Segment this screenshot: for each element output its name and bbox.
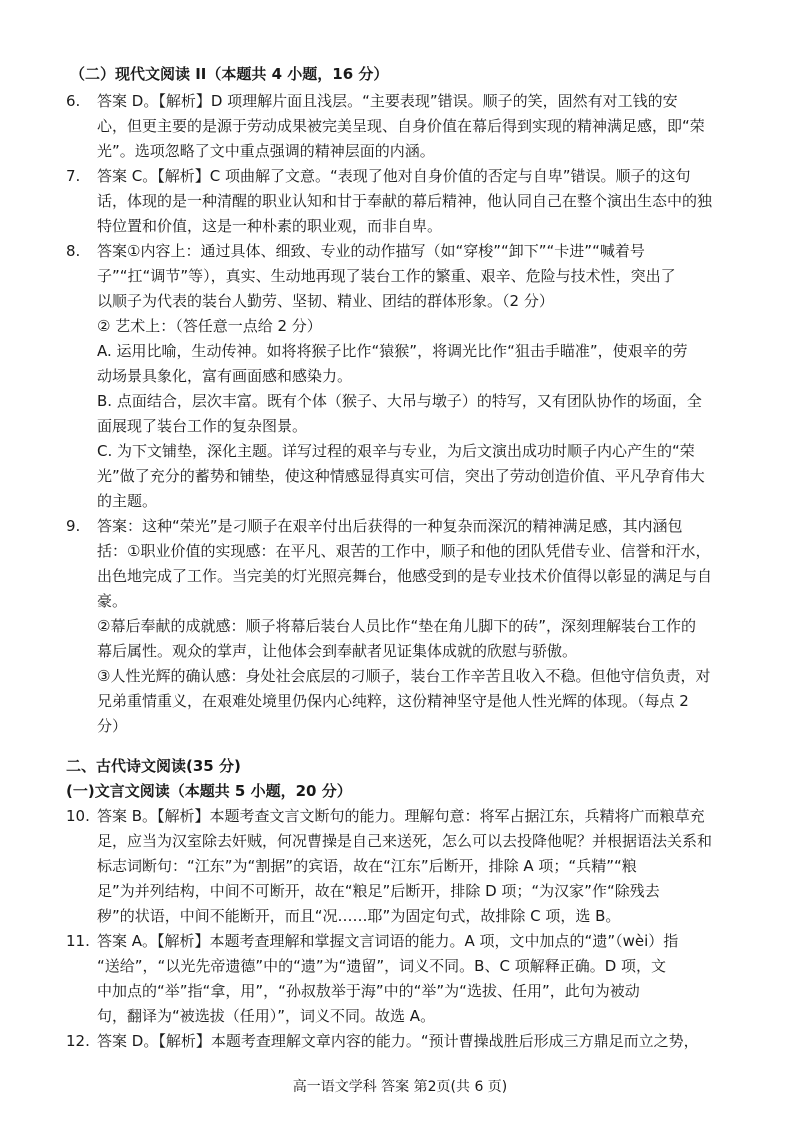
q7-line-3: 特位置和价值，这是一种朴素的职业观，而非自卑。 <box>97 217 443 235</box>
q9-line-7: ③人性光辉的确认感：身处社会底层的刁顺子，装台工作辛苦且收入不稳。但他守信负责，对 <box>97 667 711 685</box>
page-footer: 高一语文学科 答案 第2页(共 6 页) <box>292 1079 508 1095</box>
q9-line-9: 分） <box>97 717 128 735</box>
section-heading-ancient: 二、古代诗文阅读(35 分) <box>66 757 241 775</box>
q9-line-1: 答案：这种“荣光”是刁顺子在艰辛付出后获得的一种复杂而深沉的精神满足感，其内涵包 <box>97 517 683 535</box>
q9-line-5: ②幕后奉献的成就感：顺子将幕后装台人员比作“垫在角儿脚下的砖”，深刻理解装台工作的 <box>97 617 696 635</box>
subsection-heading-classical: (一)文言文阅读（本题共 5 小题，20 分） <box>66 782 352 800</box>
q9-line-4: 豪。 <box>97 592 128 610</box>
q11-line-3: 中加点的“举”指“拿，用”，“孙叔敖举于海”中的“举”为“选拔、任用”，此句为被动 <box>97 982 640 1000</box>
q8-line-11: 的主题。 <box>97 492 158 510</box>
q8-line-4: ② 艺术上：（答任意一点给 2 分） <box>97 317 322 335</box>
q8-line-2: 子”“扛“调节”等），真实、生动地再现了装台工作的繁重、艰辛、危险与技术性，突出了 <box>97 267 676 285</box>
q11-line-4: 句，翻译为“被选拔（任用）”，词义不同。故选 A。 <box>97 1007 436 1025</box>
q8-line-9: C. 为下文铺垫，深化主题。详写过程的艰辛与专业，为后文演出成功时顺子内心产生的“荣 <box>97 442 695 460</box>
question-number-9: 9. <box>66 517 81 535</box>
q7-line-2: 话，体现的是一种清醒的职业认知和甘于奉献的幕后精神，他认同自己在整个演出生态中的独 <box>97 192 713 210</box>
q9-line-6: 幕后属性。观众的掌声，让他体会到奉献者见证集体成就的欣慰与骄傲。 <box>97 642 578 660</box>
q9-line-3: 出色地完成了工作。当完美的灯光照亮舞台，他感受到的是专业技术价值得以彰显的满足与自 <box>97 567 713 585</box>
q8-line-8: 面展现了装台工作的复杂图景。 <box>97 417 308 435</box>
q10-line-4: 足”为并列结构，中间不可断开，故在“粮足”后断开，排除 D 项；“为汉家”作“除残去 <box>97 882 660 900</box>
q8-line-6: 动场景具象化，富有画面感和感染力。 <box>97 367 353 385</box>
q8-line-5: A. 运用比喻，生动传神。如将将猴子比作“猿猴”，将调光比作“狙击手瞄准”，使艰辛的劳 <box>97 342 688 360</box>
q6-line-2: 心，但更主要的是源于劳动成果被完美呈现、自身价值在幕后得到实现的精神满足感，即“荣 <box>97 117 705 135</box>
question-number-6: 6. <box>66 92 81 110</box>
q10-line-5: 秽”的状语，中间不能断开，而且“况……耶”为固定句式，故排除 C 项，选 B。 <box>97 907 621 925</box>
q12-line-1: 答案 D。【解析】本题考查理解文章内容的能力。“预计曹操战胜后形成三方鼎足而立之势， <box>97 1032 699 1050</box>
q9-line-8: 兄弟重情重义，在艰难处境里仍保内心纯粹，这份精神坚守是他人性光辉的体现。（每点 2 <box>97 692 689 710</box>
question-number-12: 12. <box>66 1032 90 1050</box>
q10-line-3: 标志词断句：“江东”为“割据”的宾语，故在“江东”后断开，排除 A 项；“兵精”“粮 <box>97 857 637 875</box>
q9-line-2: 括：①职业价值的实现感：在平凡、艰苦的工作中，顺子和他的团队凭借专业、信誉和汗水， <box>97 542 711 560</box>
q8-line-1: 答案①内容上：通过具体、细致、专业的动作描写（如“穿梭”“卸下”“卡进”“喊着号 <box>97 242 645 260</box>
q7-line-1: 答案 C。【解析】C 项曲解了文意。“表现了他对自身价值的否定与自卑”错误。顺子的这句 <box>97 167 691 185</box>
q6-line-3: 光”。选项忽略了文中重点强调的精神层面的内涵。 <box>97 142 435 160</box>
section-heading-modern: （二）现代文阅读 II（本题共 4 小题，16 分） <box>70 65 389 83</box>
q8-line-3: 以顺子为代表的装台人勤劳、坚韧、精业、团结的群体形象。（2 分） <box>97 292 554 310</box>
q6-line-1: 答案 D。【解析】D 项理解片面且浅层。“主要表现”错误。顺子的笑，固然有对工钱的安 <box>97 92 678 110</box>
q8-line-7: B. 点面结合，层次丰富。既有个体（猴子、大吊与墩子）的特写，又有团队协作的场面，全 <box>97 392 702 410</box>
q11-line-2: “送给”，“以光先帝遗德”中的“遗”为“遗留”，词义不同。B、C 项解释正确。D 项，文 <box>97 957 667 975</box>
q8-line-10: 光”做了充分的蓄势和铺垫，使这种情感显得真实可信，突出了劳动创造价值、平凡孕育伟大 <box>97 467 705 485</box>
question-number-11: 11. <box>66 932 90 950</box>
question-number-7: 7. <box>66 167 81 185</box>
q11-line-1: 答案 A。【解析】本题考查理解和掌握文言词语的能力。A 项，文中加点的“遗”（wèi）指 <box>97 932 679 950</box>
question-number-10: 10. <box>66 807 90 825</box>
q10-line-2: 足，应当为汉室除去奸贼，何况曹操是自己来送死，怎么可以去投降他呢？并根据语法关系和 <box>97 832 713 850</box>
question-number-8: 8. <box>66 242 81 260</box>
q10-line-1: 答案 B。【解析】本题考查文言文断句的能力。理解句意：将军占据江东，兵精将广而粮草充 <box>97 807 705 825</box>
